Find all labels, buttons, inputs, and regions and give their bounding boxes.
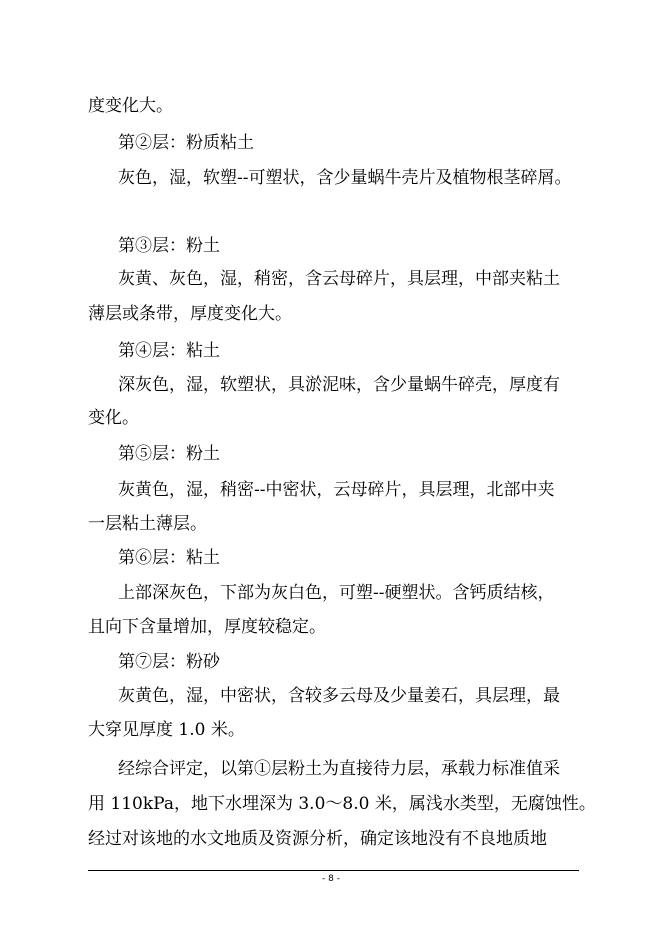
paragraph-line: 一层粘土薄层。 (88, 514, 207, 534)
paragraph-line: 用 110kPa，地下水埋深为 3.0～8.0 米，属浅水类型，无腐蚀性。 (88, 794, 596, 814)
paragraph-line: 深灰色，湿，软塑状，具淤泥味，含少量蜗牛碎壳，厚度有 (118, 375, 560, 395)
paragraph-line: 大穿见厚度 1.0 米。 (88, 720, 245, 740)
layer-heading: 第⑤层：粉土 (118, 444, 220, 464)
paragraph-line: 经综合评定，以第①层粉土为直接待力层，承载力标准值采 (118, 759, 560, 779)
layer-heading: 第③层：粉土 (118, 236, 220, 256)
paragraph-line: 灰色，湿，软塑--可塑状，含少量蜗牛壳片及植物根茎碎屑。 (118, 168, 572, 188)
paragraph-line: 灰黄、灰色，湿，稍密，含云母碎片，具层理，中部夹粘土 (118, 269, 560, 289)
layer-heading: 第④层：粘土 (118, 341, 220, 361)
paragraph-line: 薄层或条带，厚度变化大。 (88, 304, 292, 324)
layer-heading: 第②层：粉质粘土 (118, 133, 254, 153)
paragraph-line: 且向下含量增加，厚度较稳定。 (88, 617, 326, 637)
paragraph-line: 上部深灰色，下部为灰白色，可塑--硬塑状。含钙质结核， (118, 583, 555, 603)
layer-heading: 第⑥层：粘土 (118, 548, 220, 568)
paragraph-line: 度变化大。 (88, 96, 173, 116)
paragraph-line: 经过对该地的水文地质及资源分析，确定该地没有不良地质地 (88, 829, 547, 849)
paragraph-line: 变化。 (88, 408, 139, 428)
page-number: - 8 - (322, 874, 340, 884)
paragraph-line: 灰黄色，湿，中密状，含较多云母及少量姜石，具层理，最 (118, 686, 560, 706)
layer-heading: 第⑦层：粉砂 (118, 652, 220, 672)
paragraph-line: 灰黄色，湿，稍密--中密状，云母碎片，具层理，北部中夹 (118, 480, 555, 500)
footer-divider (88, 870, 579, 871)
